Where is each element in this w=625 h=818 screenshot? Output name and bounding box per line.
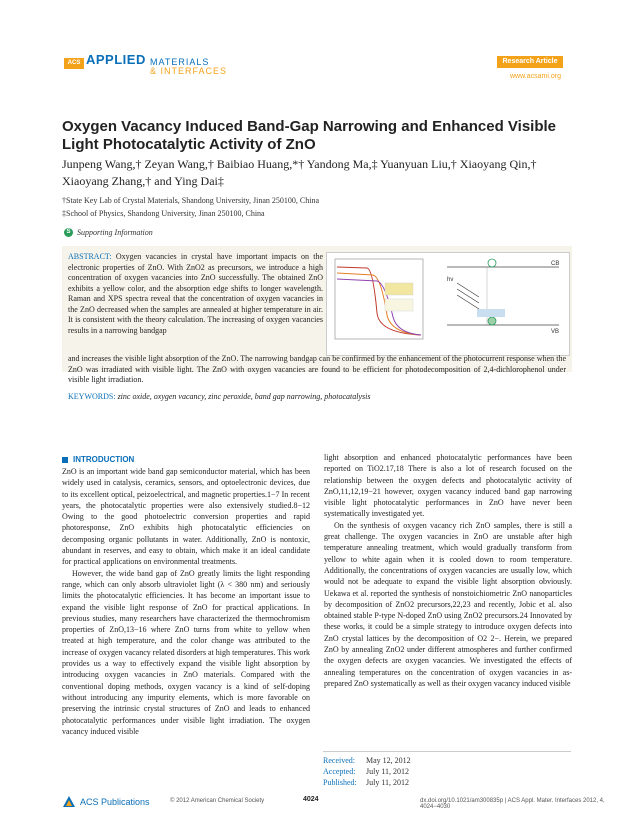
abstract-label: ABSTRACT: (68, 252, 112, 261)
acs-publications-logo[interactable] (62, 795, 150, 809)
supporting-info-label: Supporting Information (77, 228, 153, 237)
cb-label: CB (551, 261, 560, 267)
electron-marker (488, 259, 496, 267)
paragraph: ZnO is an important wide band gap semiconductor material, which has been widely used in catalysis, ceramics, sensors, and optoelectronic devices, due to its excellent optical, peizoelectrical, and magnetic properties.1−7 In recent years, the photocatalytic properties were also extensively studied.8−12 Owing to the good photoelectric conversion properties and rapid photoresponse, ZnO exhibits high photocatalytic efficiencies on decomposing organic pollutants in water. Additionally, ZnO is nontoxic, abundant in reserves, and easy to obtain, which make it an ideal candidate for practical applications on environmental treatments. (62, 467, 310, 567)
toc-figure (327, 253, 569, 355)
photon-label: hν (447, 277, 454, 283)
column-right (324, 452, 572, 689)
photon-arrow-1 (457, 283, 479, 297)
article-type-badge: Research Article (497, 56, 563, 68)
paragraph: On the synthesis of oxygen vacancy rich ZnO samples, there is still a great challenge. The oxygen vacancies in ZnO are unstable after high temperature annealing treatment, which would gradually transform from yellow to white again when it is cooled down to room temperature. Additionally, the concentrations of oxygen vacancies are usually low, which would not be adequate to expand the visible light absorption obviously. Uekawa et al. reported the synthesis of nonstoichiometric ZnO nanoparticles by decomposition of ZnO2 precursors,22,23 and recently, Jobic et al. also obtained stable P-type N-doped ZnO using ZnO2 precursors.24 Innovated by these works, it could be a simple strategy to introduce oxygen defects into ZnO crystal lattices by the decomposition of O2 2−. Herein, we prepared ZnO by annealing ZnO2 under different atmospheres and further confirmed the oxygen defects are oxygen vacancies. We investigated the effects of annealing temperatures on the concentration of oxygen vacancies in as-prepared ZnO systematically as well as their oxygen vacancy induced visible (324, 520, 572, 688)
author-list: Junpeng Wang,† Zeyan Wang,† Baibiao Huang,*† Yandong Ma,‡ Yuanyuan Liu,† Xiaoyang Qin,† Xiaoyang Zhang,† and Ying Dai‡ (62, 157, 537, 188)
paper-title: Oxygen Vacancy Induced Band-Gap Narrowing and Enhanced Visible Light Photocatalytic Activity of ZnO (62, 118, 557, 153)
acs-badge: ACS (64, 58, 84, 69)
copyright: © 2012 American Chemical Society (170, 798, 265, 804)
photon-arrow-3 (457, 295, 479, 309)
supporting-info-link[interactable] (64, 228, 153, 237)
page-number: 4024 (303, 796, 319, 803)
affiliation-2: ‡School of Physics, Shandong University, Jinan 250100, China (62, 209, 265, 218)
section-square-icon (62, 457, 68, 463)
abstract-body: Oxygen vacancies in crystal have important impacts on the electronic properties of ZnO. With ZnO2 as precursors, we introduce a high concentration of oxygen vacancies into ZnO successfully. The obtained ZnO exhibits a yellow color, and the absorption edge shifts to longer wavelength. Raman and XPS spectra reveal that the concentration of oxygen vacancies in the ZnO decreased when the samples are annealed at higher temperature in air. It is consistent with the theory calculation. The increasing of oxygen vacancies results in a narrowing bandgap (68, 252, 324, 335)
journal-name: APPLIED (86, 52, 146, 67)
publisher-name: ACS Publications (80, 797, 150, 807)
journal-name-line2: MATERIALS (150, 57, 210, 67)
abstract-text-narrow (68, 252, 323, 336)
supporting-info-icon: S (64, 228, 73, 237)
toc-graphic (326, 252, 570, 356)
paragraph: light absorption and enhanced photocatalytic performances have been reported on TiO2.17,18 There is also a lot of research focused on the relationship between the oxygen defects and photocatalytic activity of ZnO,11,12,19−21 however, oxygen vacancy induced band gap narrowing visible light photocatalytic performances in ZnO have never been systematically investigated yet. (324, 453, 572, 519)
photon-arrow-2 (457, 289, 479, 303)
section-heading-label: INTRODUCTION (73, 455, 135, 464)
date-row-accepted: Accepted: July 11, 2012 (323, 767, 410, 776)
journal-site-link[interactable]: www.acsami.org (510, 73, 561, 80)
affiliations (62, 194, 582, 220)
section-heading-introduction (62, 455, 134, 464)
affiliation-1: †State Key Lab of Crystal Materials, Shandong University, Jinan 250100, China (62, 196, 319, 205)
journal-name-line3: & INTERFACES (150, 66, 228, 76)
keywords (68, 392, 566, 401)
paragraph: However, the wide band gap of ZnO greatly limits the light responding range, which can only absorb ultraviolet light (λ < 380 nm) and seriously limits the photocatalytic efficiencies. It has become an important issue to expand the visible light response of ZnO for practical applications. In previous studies, many researchers have characterized the thermochromism properties of ZnO,13−16 where ZnO turns from white to yellow when treated at high temperature, and the color change was attributed to the increase of oxygen vacancy related disorders at high temperatures. This work provides us a way to effectively expand the visible light absorption by introducing oxygen vacancies in ZnO materials. Compared with the conventional doping methods, oxygen vacancy is a kind of self-doping without introducing any impurity elements, which is more favorable on preserving the intrinsic crystal structures of ZnO and leads to enhanced photocatalytic performances under visible light irradiation. The oxygen vacancy induced visible (62, 568, 310, 736)
date-row-received: Received: May 12, 2012 (323, 756, 411, 765)
sample-photo-2 (385, 299, 413, 311)
dates-divider (323, 751, 571, 752)
keywords-label: KEYWORDS: (68, 392, 116, 401)
date-row-published: Published: July 11, 2012 (323, 778, 410, 787)
vb-label: VB (551, 329, 560, 335)
publication-dates (323, 755, 411, 788)
acs-logo-icon (62, 795, 76, 809)
column-left (62, 466, 310, 737)
sample-photo-1 (385, 283, 413, 295)
doi-citation[interactable]: dx.doi.org/10.1021/am300835p | ACS Appl. Mater. Interfaces 2012, 4, 4024−4030 (420, 798, 605, 810)
hole-marker (488, 317, 496, 325)
keywords-list: zinc oxide, oxygen vacancy, zinc peroxide, band gap narrowing, photocatalysis (117, 392, 371, 401)
vacancy-level (477, 309, 505, 317)
abstract-text-wide: and increases the visible light absorption of the ZnO. The narrowing bandgap can be confirmed by the enhancement of the photocurrent response when the ZnO was irradiated with visible light. The ZnO with oxygen vacancies are found to be efficient for photodecomposition of 2,4-dichlorophenol under visible light irradiation. (68, 354, 566, 384)
